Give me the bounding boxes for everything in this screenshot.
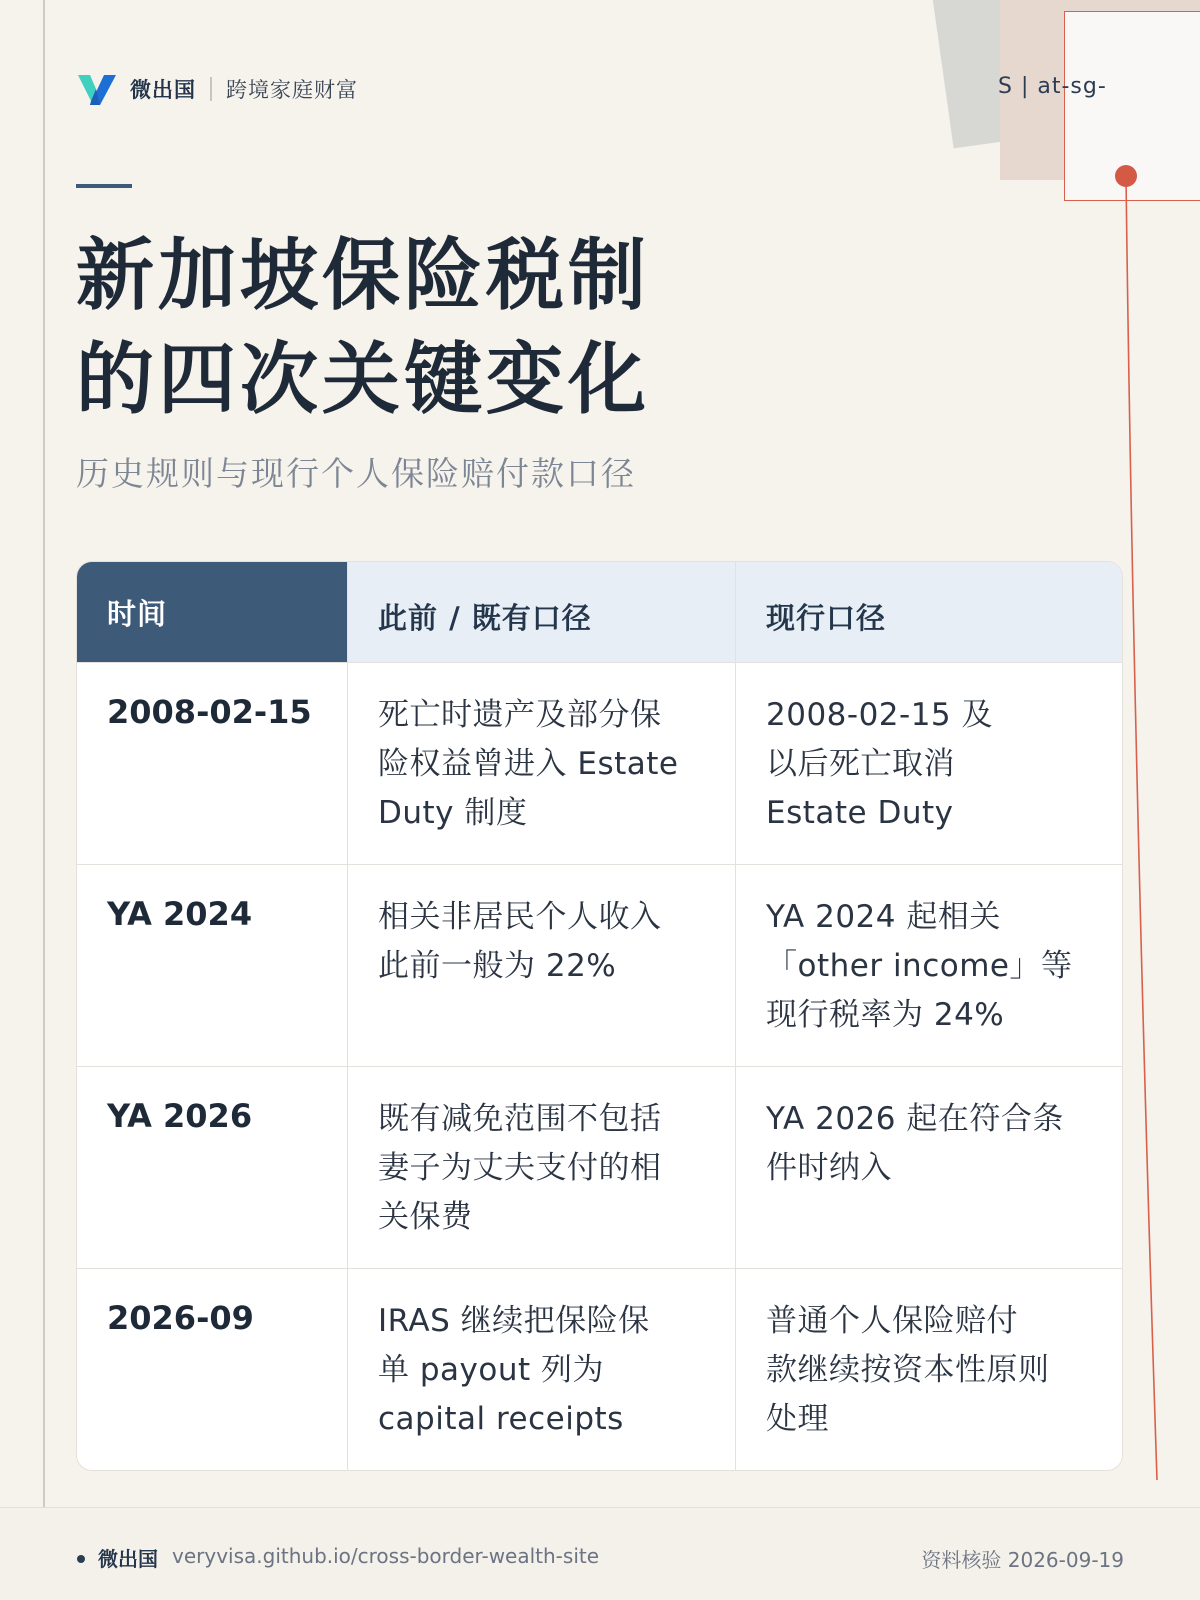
current-cell xyxy=(735,1269,1123,1470)
column-header: 现行口径 xyxy=(766,601,887,635)
cell-line: YA 2024 起相关 xyxy=(766,899,1001,935)
cell-line: 款继续按资本性原则 xyxy=(766,1352,1050,1388)
bullet-dot-icon xyxy=(77,1555,85,1563)
cell-line: IRAS 继续把保险保 xyxy=(378,1303,650,1339)
comparison-table xyxy=(76,561,1123,1471)
cell-line: Estate Duty xyxy=(766,795,954,831)
cell-line: YA 2026 起在符合条 xyxy=(766,1101,1064,1137)
cell-line: 现行税率为 24% xyxy=(766,997,1005,1033)
cell-line: 件时纳入 xyxy=(766,1150,892,1186)
time-cell xyxy=(77,1269,347,1470)
header-cell-before xyxy=(347,562,735,662)
before-cell xyxy=(347,865,735,1066)
logo-check-icon xyxy=(76,71,118,107)
time-cell xyxy=(77,663,347,864)
cell-line: 妻子为丈夫支付的相 xyxy=(378,1150,662,1186)
footer xyxy=(0,1508,1200,1600)
time-value: YA 2024 xyxy=(107,895,253,933)
before-cell xyxy=(347,1269,735,1470)
cell-line: Duty 制度 xyxy=(378,795,528,831)
table-header-row xyxy=(77,562,1122,662)
before-cell xyxy=(347,1067,735,1268)
current-cell xyxy=(735,1067,1123,1268)
cell-line: 既有减免范围不包括 xyxy=(378,1101,662,1137)
page-title-line-1: 新加坡保险税制 xyxy=(76,230,651,321)
header xyxy=(76,70,358,108)
page-title-line-2: 的四次关键变化 xyxy=(76,334,651,425)
table-row xyxy=(77,1268,1122,1470)
cell-line: 普通个人保险赔付 xyxy=(766,1303,1018,1339)
header-cell-current xyxy=(735,562,1123,662)
cell-line: 以后死亡取消 xyxy=(766,746,955,782)
cell-line: 关保费 xyxy=(378,1199,473,1235)
current-cell xyxy=(735,865,1123,1066)
cell-line: 单 payout 列为 xyxy=(378,1352,604,1388)
title-accent-dash xyxy=(76,184,132,188)
current-cell xyxy=(735,663,1123,864)
column-header: 时间 xyxy=(107,597,168,631)
table-row xyxy=(77,1066,1122,1268)
cell-line: 险权益曾进入 Estate xyxy=(378,746,679,782)
cell-line: 死亡时遗产及部分保 xyxy=(378,697,662,733)
cell-line: 2008-02-15 及 xyxy=(766,697,994,733)
brand-name: 微出国 xyxy=(130,78,196,102)
table-row xyxy=(77,662,1122,864)
time-value: 2026-09 xyxy=(107,1299,254,1337)
brand-tagline: 跨境家庭财富 xyxy=(226,78,358,102)
footer-url-link[interactable]: veryvisa.github.io/cross-border-wealth-site xyxy=(172,1544,600,1568)
cell-line: capital receipts xyxy=(378,1401,624,1437)
header-separator xyxy=(210,77,212,101)
time-value: YA 2026 xyxy=(107,1097,253,1135)
time-cell xyxy=(77,1067,347,1268)
cell-line: 相关非居民个人收入 xyxy=(378,899,662,935)
cell-line: 处理 xyxy=(766,1401,829,1437)
time-value: 2008-02-15 xyxy=(107,693,312,731)
column-header: 此前 / 既有口径 xyxy=(378,601,592,635)
page-title xyxy=(76,224,650,432)
verification-date: 资料核验 2026-09-19 xyxy=(921,1548,1124,1572)
table-row xyxy=(77,864,1122,1066)
corner-code: S | at-sg- xyxy=(998,74,1107,99)
page-subtitle: 历史规则与现行个人保险赔付款口径 xyxy=(76,454,636,493)
header-cell-time xyxy=(77,562,347,662)
before-cell xyxy=(347,663,735,864)
footer-brand: 微出国 xyxy=(98,1547,158,1571)
cell-line: 此前一般为 22% xyxy=(378,948,617,984)
cell-line: 「other income」等 xyxy=(766,948,1073,984)
time-cell xyxy=(77,865,347,1066)
